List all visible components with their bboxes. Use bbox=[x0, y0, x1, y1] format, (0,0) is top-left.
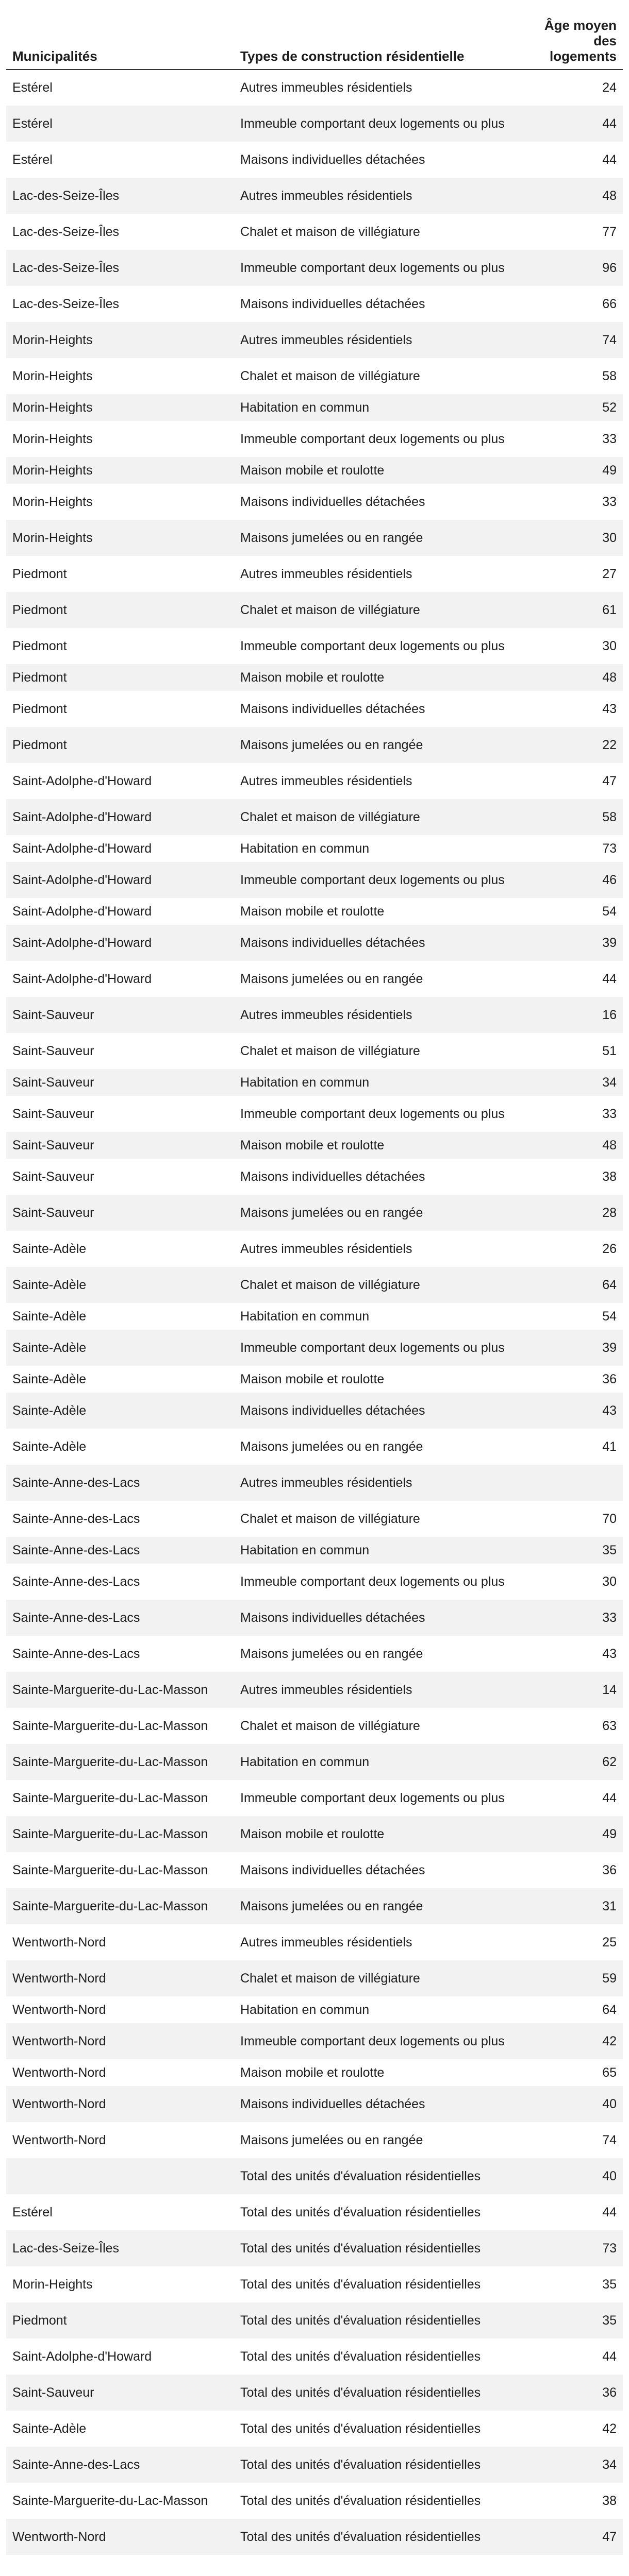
cell-average-age: 16 bbox=[523, 997, 623, 1033]
cell-municipality: Saint-Sauveur bbox=[6, 2375, 234, 2411]
table-row bbox=[6, 1501, 623, 1537]
table-row bbox=[6, 421, 623, 457]
cell-construction-type: Chalet et maison de villégiature bbox=[234, 214, 523, 250]
cell-municipality: Wentworth-Nord bbox=[6, 1996, 234, 2023]
cell-municipality: Piedmont bbox=[6, 727, 234, 763]
cell-construction-type: Immeuble comportant deux logements ou plus bbox=[234, 421, 523, 457]
cell-municipality: Morin-Heights bbox=[6, 394, 234, 421]
cell-average-age: 43 bbox=[523, 691, 623, 727]
cell-average-age: 30 bbox=[523, 1564, 623, 1600]
cell-average-age: 14 bbox=[523, 1672, 623, 1708]
cell-municipality: Wentworth-Nord bbox=[6, 2059, 234, 2086]
table-row bbox=[6, 628, 623, 664]
cell-municipality: Saint-Adolphe-d'Howard bbox=[6, 799, 234, 835]
table-row bbox=[6, 1960, 623, 1996]
table-row bbox=[6, 286, 623, 322]
cell-construction-type: Total des unités d'évaluation résidentielles bbox=[234, 2230, 523, 2266]
cell-average-age: 61 bbox=[523, 592, 623, 628]
cell-average-age: 59 bbox=[523, 1960, 623, 1996]
cell-municipality: Saint-Adolphe-d'Howard bbox=[6, 862, 234, 898]
cell-construction-type: Maison mobile et roulotte bbox=[234, 2059, 523, 2086]
cell-construction-type: Maison mobile et roulotte bbox=[234, 1132, 523, 1159]
cell-municipality: Saint-Adolphe-d'Howard bbox=[6, 961, 234, 997]
cell-average-age: 44 bbox=[523, 106, 623, 142]
cell-average-age: 73 bbox=[523, 835, 623, 862]
cell-average-age: 35 bbox=[523, 1537, 623, 1564]
cell-municipality: Saint-Sauveur bbox=[6, 1033, 234, 1069]
cell-average-age: 49 bbox=[523, 457, 623, 484]
table-row bbox=[6, 1816, 623, 1852]
table-row bbox=[6, 520, 623, 556]
cell-municipality: Saint-Sauveur bbox=[6, 1069, 234, 1096]
table-row bbox=[6, 1744, 623, 1780]
cell-average-age: 48 bbox=[523, 178, 623, 214]
cell-average-age: 22 bbox=[523, 727, 623, 763]
cell-municipality: Saint-Sauveur bbox=[6, 1132, 234, 1159]
table-header bbox=[6, 16, 623, 70]
cell-municipality: Sainte-Adèle bbox=[6, 1393, 234, 1429]
cell-average-age: 39 bbox=[523, 1330, 623, 1366]
table-row bbox=[6, 1888, 623, 1924]
table-row bbox=[6, 2447, 623, 2483]
table-row bbox=[6, 2086, 623, 2122]
cell-construction-type: Autres immeubles résidentiels bbox=[234, 178, 523, 214]
cell-municipality: Saint-Adolphe-d'Howard bbox=[6, 898, 234, 925]
cell-average-age: 54 bbox=[523, 1303, 623, 1330]
cell-municipality: Sainte-Marguerite-du-Lac-Masson bbox=[6, 1816, 234, 1852]
cell-construction-type: Immeuble comportant deux logements ou plus bbox=[234, 1564, 523, 1600]
table-row bbox=[6, 2519, 623, 2555]
table-row bbox=[6, 1330, 623, 1366]
cell-average-age: 33 bbox=[523, 484, 623, 520]
cell-average-age: 33 bbox=[523, 1096, 623, 1132]
table-row bbox=[6, 2411, 623, 2447]
cell-construction-type: Immeuble comportant deux logements ou plus bbox=[234, 628, 523, 664]
cell-construction-type: Maison mobile et roulotte bbox=[234, 457, 523, 484]
cell-average-age: 40 bbox=[523, 2158, 623, 2194]
cell-municipality: Wentworth-Nord bbox=[6, 1924, 234, 1960]
cell-construction-type: Total des unités d'évaluation résidentielles bbox=[234, 2338, 523, 2375]
table-row bbox=[6, 1159, 623, 1195]
cell-construction-type: Immeuble comportant deux logements ou plus bbox=[234, 1096, 523, 1132]
table-row bbox=[6, 556, 623, 592]
table-row bbox=[6, 835, 623, 862]
cell-average-age: 64 bbox=[523, 1996, 623, 2023]
cell-municipality: Sainte-Anne-des-Lacs bbox=[6, 1600, 234, 1636]
table-row bbox=[6, 898, 623, 925]
table-row bbox=[6, 2023, 623, 2059]
cell-average-age: 44 bbox=[523, 1780, 623, 1816]
table-row bbox=[6, 1366, 623, 1393]
cell-average-age: 47 bbox=[523, 2519, 623, 2555]
cell-construction-type: Habitation en commun bbox=[234, 1744, 523, 1780]
cell-construction-type: Habitation en commun bbox=[234, 1537, 523, 1564]
cell-average-age: 36 bbox=[523, 1366, 623, 1393]
table-row bbox=[6, 2059, 623, 2086]
cell-construction-type: Maisons individuelles détachées bbox=[234, 1600, 523, 1636]
table-row bbox=[6, 214, 623, 250]
cell-average-age: 77 bbox=[523, 214, 623, 250]
cell-construction-type: Maisons jumelées ou en rangée bbox=[234, 1888, 523, 1924]
cell-municipality: Piedmont bbox=[6, 2302, 234, 2338]
table-row bbox=[6, 1231, 623, 1267]
table-row bbox=[6, 1069, 623, 1096]
table-row bbox=[6, 106, 623, 142]
cell-municipality: Sainte-Adèle bbox=[6, 1330, 234, 1366]
cell-municipality: Sainte-Marguerite-du-Lac-Masson bbox=[6, 1744, 234, 1780]
cell-construction-type: Chalet et maison de villégiature bbox=[234, 1033, 523, 1069]
table-row bbox=[6, 484, 623, 520]
table-row bbox=[6, 763, 623, 799]
cell-municipality: Estérel bbox=[6, 2194, 234, 2230]
cell-municipality: Estérel bbox=[6, 106, 234, 142]
cell-construction-type: Habitation en commun bbox=[234, 835, 523, 862]
cell-average-age: 52 bbox=[523, 394, 623, 421]
cell-municipality: Lac-des-Seize-Îles bbox=[6, 178, 234, 214]
table-row bbox=[6, 961, 623, 997]
cell-construction-type: Maisons jumelées ou en rangée bbox=[234, 2122, 523, 2158]
cell-municipality: Wentworth-Nord bbox=[6, 2122, 234, 2158]
cell-average-age: 70 bbox=[523, 1501, 623, 1537]
cell-construction-type: Maisons jumelées ou en rangée bbox=[234, 1195, 523, 1231]
cell-municipality: Piedmont bbox=[6, 664, 234, 691]
cell-municipality: Piedmont bbox=[6, 592, 234, 628]
cell-average-age: 44 bbox=[523, 2338, 623, 2375]
cell-construction-type: Maisons individuelles détachées bbox=[234, 2086, 523, 2122]
table-row bbox=[6, 178, 623, 214]
cell-construction-type: Total des unités d'évaluation résidentielles bbox=[234, 2194, 523, 2230]
column-header-construction-type[interactable]: Types de construction résidentielle bbox=[234, 16, 523, 70]
cell-construction-type: Maisons individuelles détachées bbox=[234, 1159, 523, 1195]
cell-average-age: 44 bbox=[523, 961, 623, 997]
cell-average-age: 28 bbox=[523, 1195, 623, 1231]
cell-construction-type: Habitation en commun bbox=[234, 1069, 523, 1096]
cell-construction-type: Total des unités d'évaluation résidentielles bbox=[234, 2411, 523, 2447]
cell-municipality: Sainte-Marguerite-du-Lac-Masson bbox=[6, 1780, 234, 1816]
cell-municipality: Sainte-Adèle bbox=[6, 1429, 234, 1465]
cell-average-age: 44 bbox=[523, 142, 623, 178]
cell-average-age: 74 bbox=[523, 2122, 623, 2158]
cell-municipality: Wentworth-Nord bbox=[6, 1960, 234, 1996]
cell-construction-type: Chalet et maison de villégiature bbox=[234, 799, 523, 835]
cell-construction-type: Maisons individuelles détachées bbox=[234, 142, 523, 178]
cell-municipality: Saint-Adolphe-d'Howard bbox=[6, 925, 234, 961]
cell-construction-type: Maison mobile et roulotte bbox=[234, 1366, 523, 1393]
cell-construction-type: Maisons individuelles détachées bbox=[234, 1393, 523, 1429]
cell-average-age: 34 bbox=[523, 1069, 623, 1096]
cell-municipality: Lac-des-Seize-Îles bbox=[6, 2230, 234, 2266]
cell-municipality: Sainte-Adèle bbox=[6, 1303, 234, 1330]
table-row bbox=[6, 1564, 623, 1600]
cell-construction-type: Maisons jumelées ou en rangée bbox=[234, 1636, 523, 1672]
table-row bbox=[6, 1537, 623, 1564]
cell-construction-type: Chalet et maison de villégiature bbox=[234, 1708, 523, 1744]
cell-municipality: Sainte-Anne-des-Lacs bbox=[6, 1564, 234, 1600]
cell-municipality: Sainte-Marguerite-du-Lac-Masson bbox=[6, 1888, 234, 1924]
cell-construction-type: Immeuble comportant deux logements ou plus bbox=[234, 862, 523, 898]
cell-municipality: Sainte-Adèle bbox=[6, 1366, 234, 1393]
table-row bbox=[6, 2230, 623, 2266]
cell-construction-type: Chalet et maison de villégiature bbox=[234, 592, 523, 628]
table-row bbox=[6, 1924, 623, 1960]
cell-construction-type: Maisons individuelles détachées bbox=[234, 484, 523, 520]
cell-construction-type: Maisons individuelles détachées bbox=[234, 691, 523, 727]
cell-construction-type: Total des unités d'évaluation résidentielles bbox=[234, 2447, 523, 2483]
table-row bbox=[6, 1267, 623, 1303]
cell-municipality: Sainte-Adèle bbox=[6, 1231, 234, 1267]
table-row bbox=[6, 1708, 623, 1744]
cell-construction-type: Autres immeubles résidentiels bbox=[234, 1231, 523, 1267]
column-header-municipality[interactable]: Municipalités bbox=[6, 16, 234, 70]
cell-construction-type: Chalet et maison de villégiature bbox=[234, 358, 523, 394]
cell-construction-type: Total des unités d'évaluation résidentielles bbox=[234, 2519, 523, 2555]
table-body bbox=[6, 70, 623, 2555]
cell-municipality: Sainte-Adèle bbox=[6, 2411, 234, 2447]
cell-municipality: Sainte-Marguerite-du-Lac-Masson bbox=[6, 1672, 234, 1708]
cell-construction-type: Habitation en commun bbox=[234, 394, 523, 421]
cell-average-age: 36 bbox=[523, 2375, 623, 2411]
cell-construction-type: Immeuble comportant deux logements ou plus bbox=[234, 106, 523, 142]
cell-municipality: Sainte-Marguerite-du-Lac-Masson bbox=[6, 1708, 234, 1744]
table-row bbox=[6, 592, 623, 628]
cell-average-age: 51 bbox=[523, 1033, 623, 1069]
cell-average-age: 27 bbox=[523, 556, 623, 592]
table-row bbox=[6, 2122, 623, 2158]
cell-average-age: 42 bbox=[523, 2411, 623, 2447]
cell-average-age: 36 bbox=[523, 1852, 623, 1888]
cell-municipality: Wentworth-Nord bbox=[6, 2519, 234, 2555]
cell-average-age: 35 bbox=[523, 2302, 623, 2338]
cell-average-age: 63 bbox=[523, 1708, 623, 1744]
cell-average-age: 43 bbox=[523, 1636, 623, 1672]
cell-average-age: 96 bbox=[523, 250, 623, 286]
cell-average-age: 30 bbox=[523, 520, 623, 556]
cell-construction-type: Autres immeubles résidentiels bbox=[234, 997, 523, 1033]
cell-average-age: 44 bbox=[523, 2194, 623, 2230]
cell-municipality: Morin-Heights bbox=[6, 421, 234, 457]
cell-municipality: Morin-Heights bbox=[6, 322, 234, 358]
cell-average-age: 38 bbox=[523, 1159, 623, 1195]
cell-construction-type: Immeuble comportant deux logements ou plus bbox=[234, 1780, 523, 1816]
cell-municipality: Saint-Adolphe-d'Howard bbox=[6, 835, 234, 862]
cell-municipality: Estérel bbox=[6, 142, 234, 178]
column-header-average-age[interactable]: Âge moyen des logements bbox=[523, 16, 623, 70]
cell-average-age: 64 bbox=[523, 1267, 623, 1303]
cell-municipality: Saint-Sauveur bbox=[6, 1159, 234, 1195]
table-row bbox=[6, 2302, 623, 2338]
cell-construction-type: Immeuble comportant deux logements ou plus bbox=[234, 2023, 523, 2059]
cell-construction-type: Total des unités d'évaluation résidentielles bbox=[234, 2483, 523, 2519]
cell-municipality: Piedmont bbox=[6, 691, 234, 727]
cell-municipality: Saint-Sauveur bbox=[6, 997, 234, 1033]
cell-municipality: Sainte-Anne-des-Lacs bbox=[6, 1465, 234, 1501]
cell-average-age: 41 bbox=[523, 1429, 623, 1465]
table-row bbox=[6, 2338, 623, 2375]
table-row bbox=[6, 664, 623, 691]
cell-average-age: 49 bbox=[523, 1816, 623, 1852]
cell-municipality: Sainte-Marguerite-du-Lac-Masson bbox=[6, 2483, 234, 2519]
table-row bbox=[6, 1033, 623, 1069]
table-row bbox=[6, 1096, 623, 1132]
table-row bbox=[6, 1195, 623, 1231]
cell-average-age: 48 bbox=[523, 664, 623, 691]
cell-construction-type: Autres immeubles résidentiels bbox=[234, 70, 523, 106]
cell-construction-type: Chalet et maison de villégiature bbox=[234, 1960, 523, 1996]
cell-average-age bbox=[523, 1465, 623, 1501]
cell-construction-type: Maisons jumelées ou en rangée bbox=[234, 520, 523, 556]
cell-average-age: 25 bbox=[523, 1924, 623, 1960]
table-row bbox=[6, 1429, 623, 1465]
cell-construction-type: Chalet et maison de villégiature bbox=[234, 1501, 523, 1537]
cell-average-age: 48 bbox=[523, 1132, 623, 1159]
cell-average-age: 24 bbox=[523, 70, 623, 106]
cell-municipality: Lac-des-Seize-Îles bbox=[6, 286, 234, 322]
cell-construction-type: Total des unités d'évaluation résidentielles bbox=[234, 2302, 523, 2338]
cell-average-age: 38 bbox=[523, 2483, 623, 2519]
cell-construction-type: Maison mobile et roulotte bbox=[234, 664, 523, 691]
table-row bbox=[6, 70, 623, 106]
cell-municipality: Piedmont bbox=[6, 556, 234, 592]
cell-municipality: Sainte-Anne-des-Lacs bbox=[6, 1501, 234, 1537]
cell-municipality: Saint-Sauveur bbox=[6, 1096, 234, 1132]
cell-construction-type: Autres immeubles résidentiels bbox=[234, 322, 523, 358]
table-row bbox=[6, 862, 623, 898]
cell-municipality: Saint-Adolphe-d'Howard bbox=[6, 763, 234, 799]
cell-average-age: 35 bbox=[523, 2266, 623, 2302]
cell-construction-type: Maisons jumelées ou en rangée bbox=[234, 727, 523, 763]
cell-construction-type: Maisons individuelles détachées bbox=[234, 286, 523, 322]
data-table bbox=[6, 16, 623, 2555]
cell-municipality: Morin-Heights bbox=[6, 520, 234, 556]
cell-construction-type: Total des unités d'évaluation résidentielles bbox=[234, 2266, 523, 2302]
cell-municipality: Sainte-Adèle bbox=[6, 1267, 234, 1303]
cell-average-age: 39 bbox=[523, 925, 623, 961]
cell-average-age: 33 bbox=[523, 421, 623, 457]
cell-construction-type: Total des unités d'évaluation résidentielles bbox=[234, 2158, 523, 2194]
cell-construction-type: Maisons individuelles détachées bbox=[234, 1852, 523, 1888]
cell-construction-type: Total des unités d'évaluation résidentielles bbox=[234, 2375, 523, 2411]
cell-municipality: Piedmont bbox=[6, 628, 234, 664]
cell-municipality: Wentworth-Nord bbox=[6, 2086, 234, 2122]
table-row bbox=[6, 691, 623, 727]
header-row bbox=[6, 16, 623, 70]
cell-construction-type: Maison mobile et roulotte bbox=[234, 898, 523, 925]
cell-municipality: Saint-Sauveur bbox=[6, 1195, 234, 1231]
cell-construction-type: Autres immeubles résidentiels bbox=[234, 1672, 523, 1708]
cell-average-age: 65 bbox=[523, 2059, 623, 2086]
cell-municipality: Sainte-Marguerite-du-Lac-Masson bbox=[6, 1852, 234, 1888]
cell-construction-type: Autres immeubles résidentiels bbox=[234, 763, 523, 799]
table-row bbox=[6, 1393, 623, 1429]
table-row bbox=[6, 727, 623, 763]
cell-municipality: Wentworth-Nord bbox=[6, 2023, 234, 2059]
cell-municipality: Morin-Heights bbox=[6, 358, 234, 394]
cell-municipality: Lac-des-Seize-Îles bbox=[6, 214, 234, 250]
cell-municipality: Sainte-Anne-des-Lacs bbox=[6, 2447, 234, 2483]
cell-average-age: 74 bbox=[523, 322, 623, 358]
cell-average-age: 46 bbox=[523, 862, 623, 898]
cell-municipality: Morin-Heights bbox=[6, 484, 234, 520]
table-row bbox=[6, 1303, 623, 1330]
cell-municipality: Morin-Heights bbox=[6, 2266, 234, 2302]
table-row bbox=[6, 925, 623, 961]
table-row bbox=[6, 142, 623, 178]
cell-construction-type: Habitation en commun bbox=[234, 1996, 523, 2023]
table-row bbox=[6, 250, 623, 286]
cell-average-age: 66 bbox=[523, 286, 623, 322]
table-row bbox=[6, 2194, 623, 2230]
table-row bbox=[6, 2158, 623, 2194]
table-row bbox=[6, 2266, 623, 2302]
cell-average-age: 30 bbox=[523, 628, 623, 664]
table-row bbox=[6, 394, 623, 421]
cell-municipality: Morin-Heights bbox=[6, 457, 234, 484]
table-row bbox=[6, 2375, 623, 2411]
table-row bbox=[6, 2483, 623, 2519]
cell-municipality: Lac-des-Seize-Îles bbox=[6, 250, 234, 286]
cell-construction-type: Maison mobile et roulotte bbox=[234, 1816, 523, 1852]
cell-municipality bbox=[6, 2158, 234, 2194]
cell-average-age: 40 bbox=[523, 2086, 623, 2122]
cell-average-age: 26 bbox=[523, 1231, 623, 1267]
cell-average-age: 34 bbox=[523, 2447, 623, 2483]
cell-average-age: 43 bbox=[523, 1393, 623, 1429]
table-row bbox=[6, 1780, 623, 1816]
cell-average-age: 62 bbox=[523, 1744, 623, 1780]
cell-construction-type: Autres immeubles résidentiels bbox=[234, 1465, 523, 1501]
table-row bbox=[6, 457, 623, 484]
cell-municipality: Estérel bbox=[6, 70, 234, 106]
cell-construction-type: Habitation en commun bbox=[234, 1303, 523, 1330]
cell-municipality: Saint-Adolphe-d'Howard bbox=[6, 2338, 234, 2375]
cell-average-age: 47 bbox=[523, 763, 623, 799]
cell-construction-type: Maisons jumelées ou en rangée bbox=[234, 961, 523, 997]
table-row bbox=[6, 1996, 623, 2023]
table-row bbox=[6, 358, 623, 394]
cell-construction-type: Autres immeubles résidentiels bbox=[234, 1924, 523, 1960]
table-row bbox=[6, 1132, 623, 1159]
cell-construction-type: Maisons individuelles détachées bbox=[234, 925, 523, 961]
cell-construction-type: Autres immeubles résidentiels bbox=[234, 556, 523, 592]
cell-municipality: Sainte-Anne-des-Lacs bbox=[6, 1636, 234, 1672]
cell-construction-type: Immeuble comportant deux logements ou plus bbox=[234, 1330, 523, 1366]
cell-average-age: 31 bbox=[523, 1888, 623, 1924]
table-row bbox=[6, 1852, 623, 1888]
table-row bbox=[6, 1465, 623, 1501]
cell-average-age: 54 bbox=[523, 898, 623, 925]
table-row bbox=[6, 997, 623, 1033]
cell-average-age: 42 bbox=[523, 2023, 623, 2059]
table-row bbox=[6, 1672, 623, 1708]
table-row bbox=[6, 1636, 623, 1672]
table-row bbox=[6, 799, 623, 835]
table-row bbox=[6, 322, 623, 358]
table-row bbox=[6, 1600, 623, 1636]
cell-construction-type: Maisons jumelées ou en rangée bbox=[234, 1429, 523, 1465]
cell-average-age: 58 bbox=[523, 799, 623, 835]
cell-average-age: 73 bbox=[523, 2230, 623, 2266]
cell-construction-type: Chalet et maison de villégiature bbox=[234, 1267, 523, 1303]
cell-construction-type: Immeuble comportant deux logements ou plus bbox=[234, 250, 523, 286]
cell-municipality: Sainte-Anne-des-Lacs bbox=[6, 1537, 234, 1564]
cell-average-age: 33 bbox=[523, 1600, 623, 1636]
cell-average-age: 58 bbox=[523, 358, 623, 394]
